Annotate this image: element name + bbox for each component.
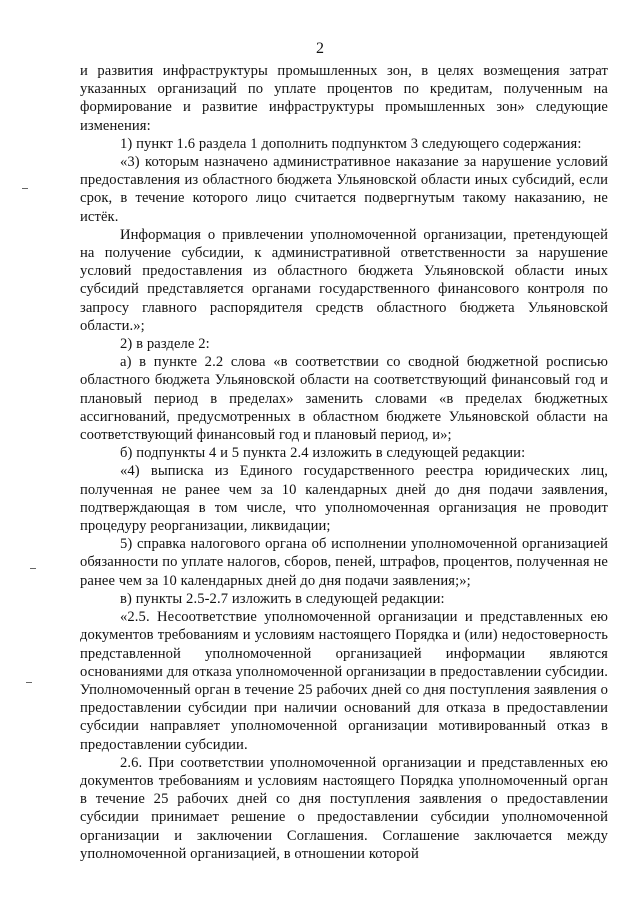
paragraph: «2.5. Несоответствие уполномоченной организации и представленных ею документов требованиям и условиям настоящего Порядка и (или) недостоверность представленной уполномоченной организацией информации являются основаниями для отказа уполномоченной организации в предоставлении субсидии. Уполномоченный орган в течение 25 рабочих дней со дня поступления заявления о предоставлении субсидии при наличии оснований для отказа в предоставлении субсидии направляет уполномоченной организации мотивированный отказ в предоставлении субсидии. — [80, 609, 608, 753]
paragraph: и развития инфраструктуры промышленных зон, в целях возмещения затрат указанных организаций по уплате процентов по кредитам, полученным на формирование и развитие инфраструктуры промышленных зон» следующие изменения: — [80, 63, 608, 134]
paragraph: б) подпункты 4 и 5 пункта 2.4 изложить в следующей редакции: — [120, 445, 526, 462]
margin-mark — [30, 568, 36, 569]
paragraph: а) в пункте 2.2 слова «в соответствии со сводной бюджетной росписью областного бюджета Ульяновской области на соответствующий финансовый год и плановый период в пределах» заменить словами «в пределах бюджетных ассигнований, предусмотренных в областном бюджете Ульяновской области на соответствующий финансовый год и плановый период, и»; — [80, 354, 608, 444]
paragraph: 1) пункт 1.6 раздела 1 дополнить подпунктом 3 следующего содержания: — [120, 135, 582, 152]
margin-mark — [22, 188, 28, 189]
paragraph: 2) в разделе 2: — [120, 336, 210, 353]
paragraph: в) пункты 2.5-2.7 изложить в следующей редакции: — [120, 590, 445, 607]
document-body — [80, 62, 608, 863]
page-number: 2 — [316, 40, 324, 57]
paragraph: Информация о привлечении уполномоченной организации, претендующей на получение субсидии, к административной ответственности за нарушение условий предоставления из областного бюджета Ульяновской области иных субсидий представляется органами государственного финансового контроля по запросу главного распорядителя средств областного бюджета Ульяновской области.»; — [80, 226, 608, 334]
paragraph: 2.6. При соответствии уполномоченной организации и представленных ею документов требованиям и условиям настоящего Порядка уполномоченный орган в течение 25 рабочих дней со дня поступления заявления о предоставлении субсидии принимает решение о предоставлении субсидии уполномоченной организации и заключении Соглашения. Соглашение заключается между уполномоченной организацией, в отношении которой — [80, 754, 608, 862]
paragraph: «4) выписка из Единого государственного реестра юридических лиц, полученная не ранее чем за 10 календарных дней до дня подачи заявления, подтверждающая в том числе, что уполномоченная организация не проводит процедуру реорганизации, ликвидации; — [80, 463, 608, 535]
margin-mark — [26, 682, 32, 683]
paragraph: «3) которым назначено административное наказание за нарушение условий предоставления из областного бюджета Ульяновской области иных субсидий, если срок, в течение которого лицо считается подвергнутым такому наказанию, не истёк. — [80, 154, 608, 225]
paragraph: 5) справка налогового органа об исполнении уполномоченной организацией обязанности по уплате налогов, сборов, пеней, штрафов, процентов, полученная не ранее чем за 10 календарных дней до дня подачи заявления;»; — [80, 536, 608, 589]
